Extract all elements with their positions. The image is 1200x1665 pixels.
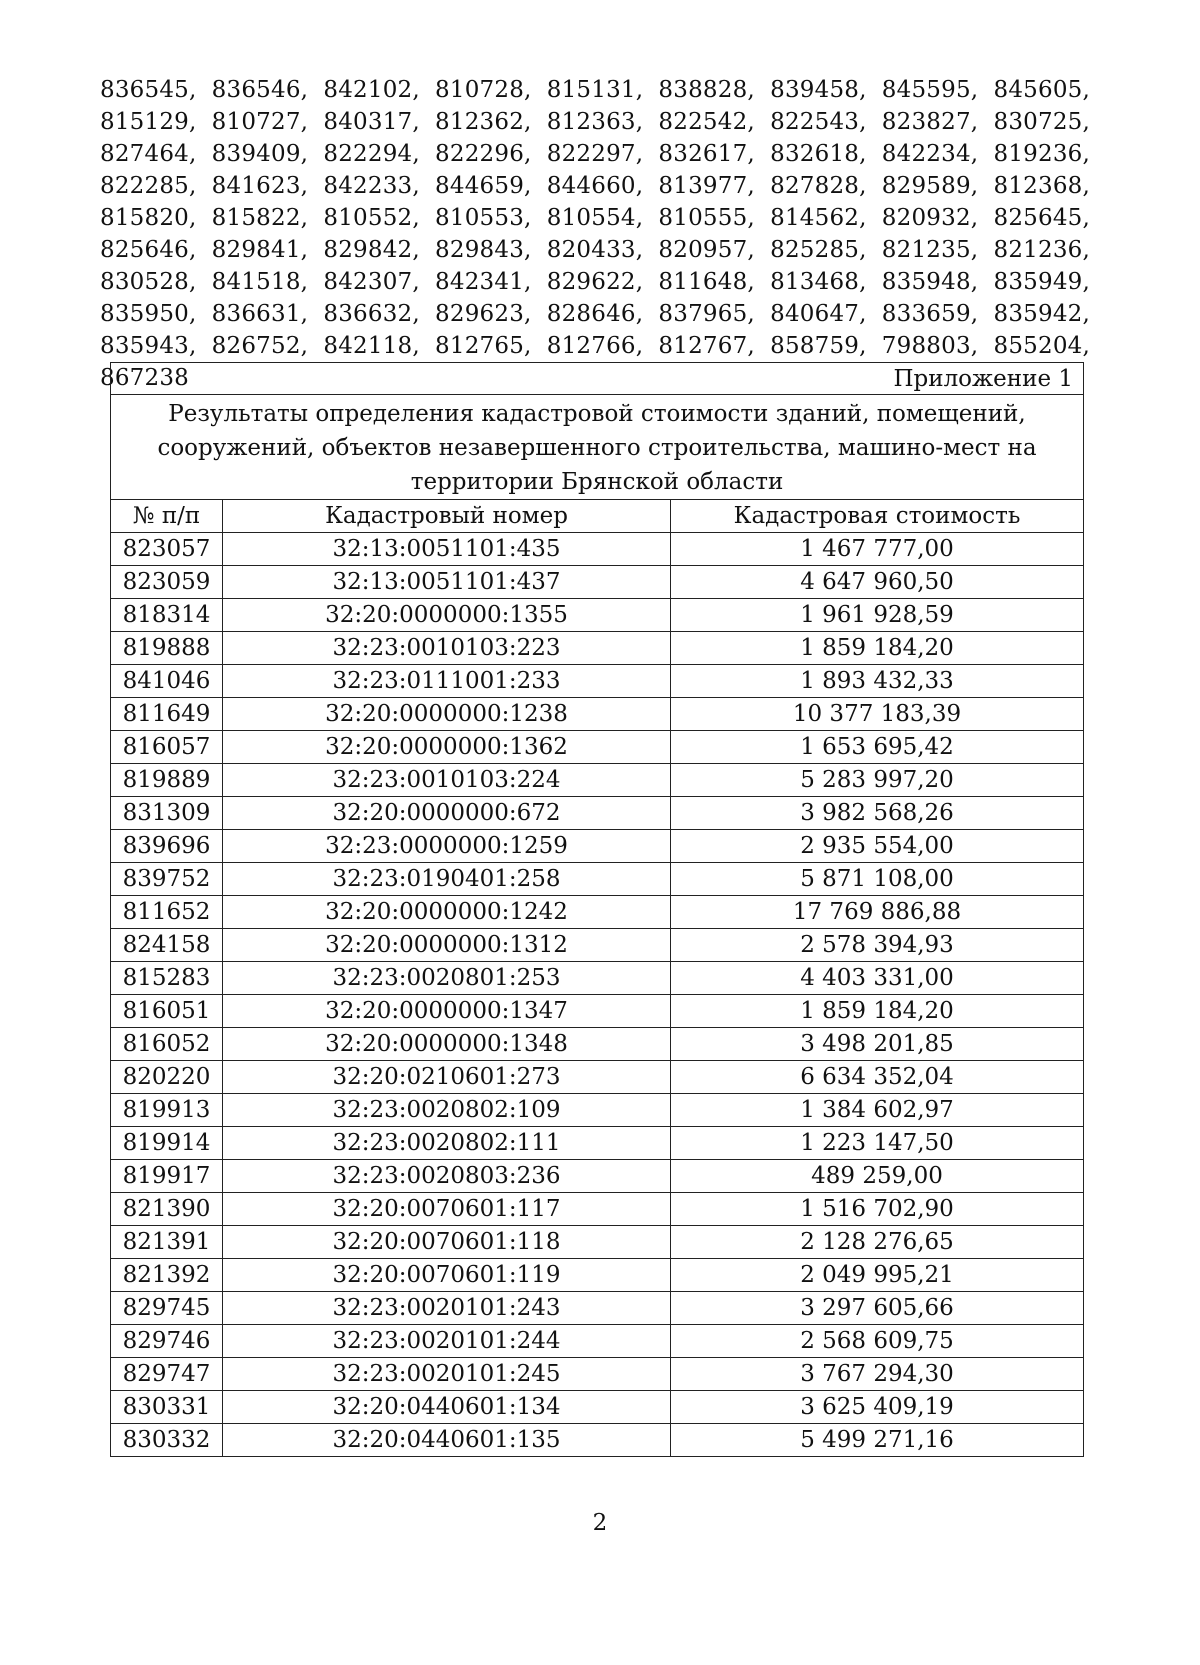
table-body — [111, 533, 1084, 1457]
row-cadastral-value: 2 935 554,00 — [671, 830, 1084, 863]
table-row — [111, 929, 1084, 962]
row-number: 811652 — [111, 896, 223, 929]
row-cadastral-value: 4 403 331,00 — [671, 962, 1084, 995]
row-cadastral-number: 32:20:0440601:134 — [223, 1391, 671, 1424]
row-cadastral-number: 32:20:0000000:1348 — [223, 1028, 671, 1061]
row-cadastral-number: 32:20:0070601:119 — [223, 1259, 671, 1292]
row-number: 823059 — [111, 566, 223, 599]
table-row — [111, 632, 1084, 665]
row-cadastral-number: 32:23:0020802:109 — [223, 1094, 671, 1127]
row-cadastral-value: 3 625 409,19 — [671, 1391, 1084, 1424]
table-row — [111, 599, 1084, 632]
header-row — [111, 500, 1084, 533]
table-row — [111, 797, 1084, 830]
header-cadastral-number: Кадастровый номер — [223, 500, 671, 533]
row-number: 830332 — [111, 1424, 223, 1457]
table-row — [111, 698, 1084, 731]
row-number: 820220 — [111, 1061, 223, 1094]
row-number: 839752 — [111, 863, 223, 896]
header-number: № п/п — [111, 500, 223, 533]
row-cadastral-value: 5 499 271,16 — [671, 1424, 1084, 1457]
table-row — [111, 665, 1084, 698]
table-row — [111, 1259, 1084, 1292]
row-cadastral-value: 1 516 702,90 — [671, 1193, 1084, 1226]
row-cadastral-value: 1 653 695,42 — [671, 731, 1084, 764]
table-row — [111, 1028, 1084, 1061]
table-row — [111, 1094, 1084, 1127]
table-row — [111, 995, 1084, 1028]
cadastral-value-table — [110, 362, 1084, 1457]
row-number: 823057 — [111, 533, 223, 566]
row-number: 811649 — [111, 698, 223, 731]
table-row — [111, 1226, 1084, 1259]
row-cadastral-number: 32:23:0010103:224 — [223, 764, 671, 797]
row-cadastral-number: 32:20:0000000:1347 — [223, 995, 671, 1028]
table-row — [111, 1127, 1084, 1160]
row-cadastral-number: 32:23:0020803:236 — [223, 1160, 671, 1193]
row-cadastral-number: 32:20:0210601:273 — [223, 1061, 671, 1094]
row-number: 830331 — [111, 1391, 223, 1424]
row-cadastral-value: 3 982 568,26 — [671, 797, 1084, 830]
row-cadastral-value: 1 859 184,20 — [671, 632, 1084, 665]
row-number: 821392 — [111, 1259, 223, 1292]
row-cadastral-number: 32:23:0020101:245 — [223, 1358, 671, 1391]
row-cadastral-value: 1 223 147,50 — [671, 1127, 1084, 1160]
row-cadastral-value: 3 498 201,85 — [671, 1028, 1084, 1061]
table-row — [111, 1391, 1084, 1424]
table-row — [111, 896, 1084, 929]
row-cadastral-value: 17 769 886,88 — [671, 896, 1084, 929]
row-cadastral-number: 32:23:0190401:258 — [223, 863, 671, 896]
row-cadastral-value: 1 961 928,59 — [671, 599, 1084, 632]
row-number: 819888 — [111, 632, 223, 665]
row-number: 819914 — [111, 1127, 223, 1160]
row-cadastral-value: 6 634 352,04 — [671, 1061, 1084, 1094]
table-row — [111, 1358, 1084, 1391]
row-number: 819913 — [111, 1094, 223, 1127]
row-cadastral-value: 2 568 609,75 — [671, 1325, 1084, 1358]
row-number: 819889 — [111, 764, 223, 797]
row-cadastral-number: 32:23:0010103:223 — [223, 632, 671, 665]
row-number: 841046 — [111, 665, 223, 698]
row-cadastral-number: 32:20:0070601:118 — [223, 1226, 671, 1259]
row-cadastral-number: 32:23:0020802:111 — [223, 1127, 671, 1160]
table-row — [111, 1292, 1084, 1325]
table-row — [111, 962, 1084, 995]
row-cadastral-value: 489 259,00 — [671, 1160, 1084, 1193]
table-row — [111, 830, 1084, 863]
row-cadastral-number: 32:23:0020101:243 — [223, 1292, 671, 1325]
table-row — [111, 1061, 1084, 1094]
row-cadastral-value: 4 647 960,50 — [671, 566, 1084, 599]
row-cadastral-number: 32:13:0051101:435 — [223, 533, 671, 566]
row-number: 821390 — [111, 1193, 223, 1226]
row-cadastral-value: 3 297 605,66 — [671, 1292, 1084, 1325]
row-cadastral-number: 32:20:0000000:1238 — [223, 698, 671, 731]
row-cadastral-number: 32:20:0000000:1362 — [223, 731, 671, 764]
table-row — [111, 1424, 1084, 1457]
table-row — [111, 1193, 1084, 1226]
table-title-row — [111, 395, 1084, 500]
annex-label-row — [111, 363, 1084, 395]
row-cadastral-value: 1 893 432,33 — [671, 665, 1084, 698]
row-cadastral-number: 32:23:0020101:244 — [223, 1325, 671, 1358]
row-cadastral-number: 32:20:0070601:117 — [223, 1193, 671, 1226]
row-cadastral-number: 32:20:0000000:1312 — [223, 929, 671, 962]
table-row — [111, 1160, 1084, 1193]
row-number: 829746 — [111, 1325, 223, 1358]
row-number: 818314 — [111, 599, 223, 632]
row-number: 831309 — [111, 797, 223, 830]
table-title: Результаты определения кадастровой стоимости зданий, помещений, сооружений, объектов незавершенного строительства, машино-мест на территории Брянской области — [111, 395, 1084, 500]
row-cadastral-value: 10 377 183,39 — [671, 698, 1084, 731]
row-cadastral-value: 5 871 108,00 — [671, 863, 1084, 896]
row-number: 816051 — [111, 995, 223, 1028]
row-number: 824158 — [111, 929, 223, 962]
row-number: 819917 — [111, 1160, 223, 1193]
row-cadastral-number: 32:13:0051101:437 — [223, 566, 671, 599]
row-cadastral-number: 32:23:0000000:1259 — [223, 830, 671, 863]
row-number: 815283 — [111, 962, 223, 995]
table-row — [111, 863, 1084, 896]
annex-label: Приложение 1 — [111, 363, 1084, 395]
row-cadastral-value: 1 859 184,20 — [671, 995, 1084, 1028]
table-row — [111, 731, 1084, 764]
row-cadastral-number: 32:20:0000000:1355 — [223, 599, 671, 632]
intro-number-list: 836545, 836546, 842102, 810728, 815131, 838828, 839458, 845595, 845605, 815129, 810727, 840317, 812362, 812363, 822542, 822543, 823827, 830725, 827464, 839409, 822294, 822296, 822297, 832617, 832618, 842234, 819236, 822285, 841623, 842233, 844659, 844660, 813977, 827828, 829589, 812368, 815820, 815822, 810552, 810553, 810554, 810555, 814562, 820932, 825645, 825646, 829841, 829842, 829843, 820433, 820957, 825285, 821235, 821236, 830528, 841518, 842307, 842341, 829622, 811648, 813468, 835948, 835949, 835950, 836631, 836632, 829623, 828646, 837965, 840647, 833659, 835942, 835943, 826752, 842118, 812765, 812766, 812767, 858759, 798803, 855204, 867238 — [100, 77, 1090, 391]
row-number: 816057 — [111, 731, 223, 764]
row-cadastral-number: 32:20:0440601:135 — [223, 1424, 671, 1457]
row-cadastral-value: 5 283 997,20 — [671, 764, 1084, 797]
page-number: 2 — [592, 1510, 608, 1536]
row-cadastral-number: 32:23:0020801:253 — [223, 962, 671, 995]
table-row — [111, 1325, 1084, 1358]
row-cadastral-number: 32:20:0000000:1242 — [223, 896, 671, 929]
row-cadastral-value: 3 767 294,30 — [671, 1358, 1084, 1391]
row-cadastral-value: 1 384 602,97 — [671, 1094, 1084, 1127]
row-number: 829745 — [111, 1292, 223, 1325]
row-cadastral-number: 32:23:0111001:233 — [223, 665, 671, 698]
row-cadastral-value: 2 578 394,93 — [671, 929, 1084, 962]
row-cadastral-value: 1 467 777,00 — [671, 533, 1084, 566]
table-row — [111, 764, 1084, 797]
row-number: 839696 — [111, 830, 223, 863]
table-row — [111, 566, 1084, 599]
row-number: 829747 — [111, 1358, 223, 1391]
row-cadastral-number: 32:20:0000000:672 — [223, 797, 671, 830]
row-cadastral-value: 2 128 276,65 — [671, 1226, 1084, 1259]
table-row — [111, 533, 1084, 566]
row-number: 821391 — [111, 1226, 223, 1259]
row-cadastral-value: 2 049 995,21 — [671, 1259, 1084, 1292]
header-cadastral-value: Кадастровая стоимость — [671, 500, 1084, 533]
row-number: 816052 — [111, 1028, 223, 1061]
